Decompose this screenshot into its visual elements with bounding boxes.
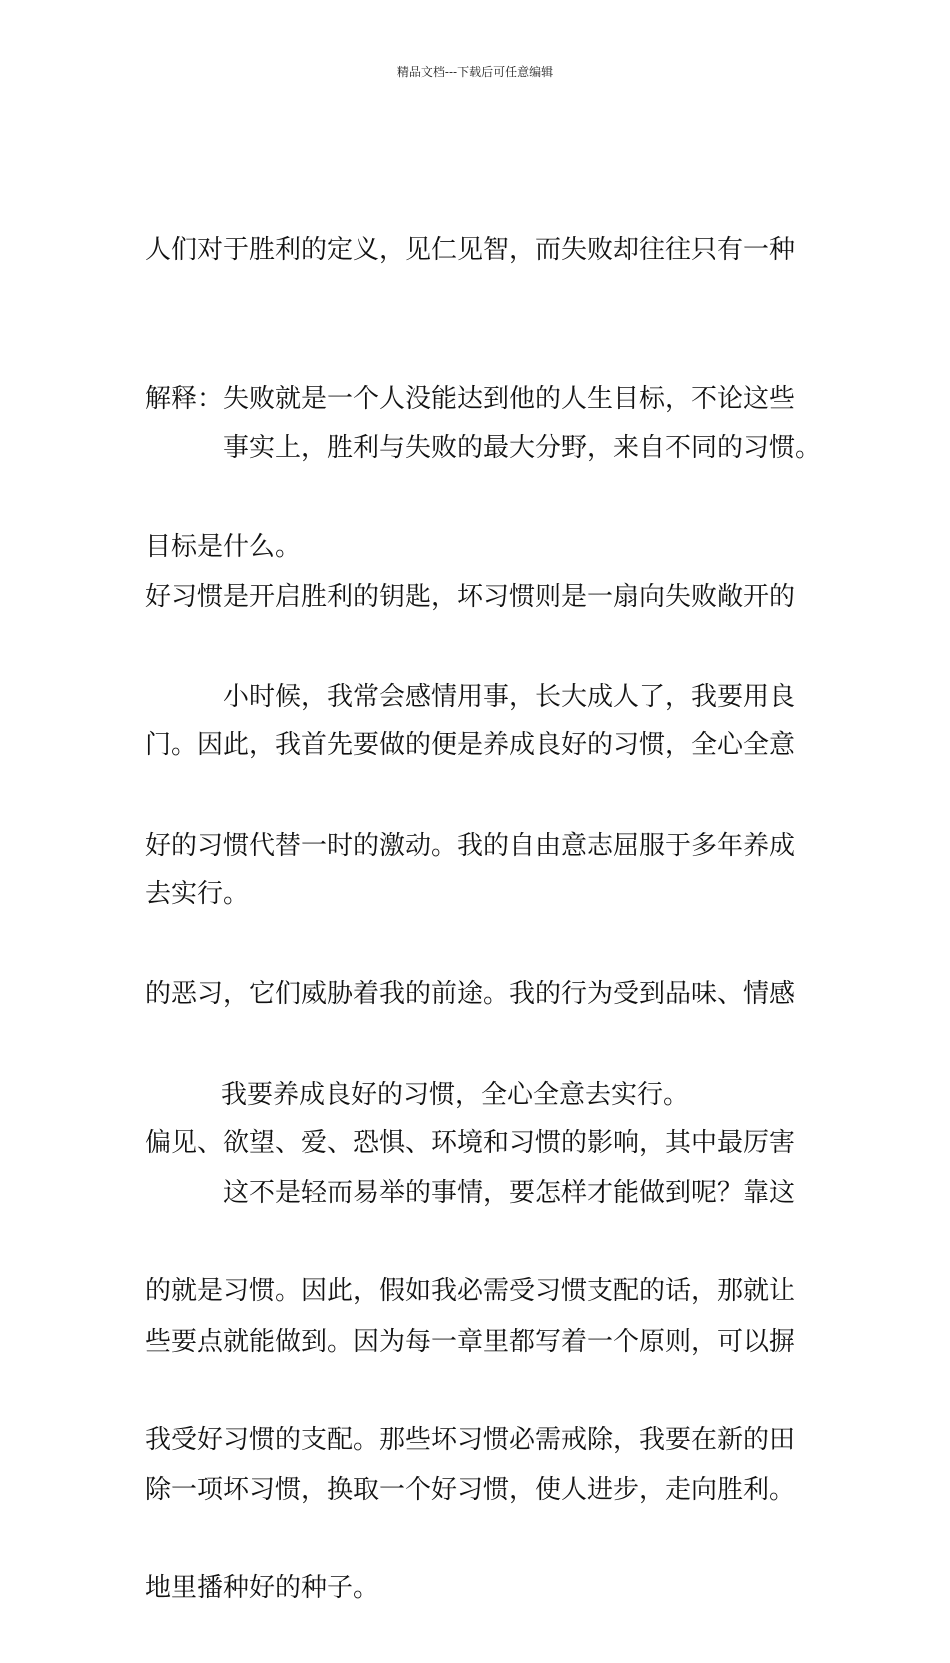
paragraph-line: 目标是什么。 [145, 532, 302, 562]
paragraph-line: 小时候，我常会感情用事，长大成人了，我要用良 [145, 682, 796, 712]
paragraph-line: 偏见、欲望、爱、恐惧、环境和习惯的影响，其中最厉害 [145, 1127, 796, 1158]
page-header: 精品文档---下载后可任意编辑 [396, 65, 554, 79]
paragraph-line: 我受好习惯的支配。那些坏习惯必需戒除，我要在新的田 [145, 1424, 796, 1455]
paragraph-line: 这不是轻而易举的事情，要怎样才能做到呢？靠这 [145, 1178, 796, 1208]
paragraph-5 [145, 1070, 815, 1565]
paragraph-line: 事实上，胜利与失败的最大分野，来自不同的习惯。 [145, 433, 822, 463]
paragraph-line: 地里播种好的种子。 [145, 1573, 380, 1603]
paragraph-line: 好的习惯代替一时的激动。我的自由意志屈服于多年养成 [145, 830, 796, 861]
paragraph-line: 门。因此，我首先要做的便是养成良好的习惯，全心全意 [145, 730, 796, 760]
paragraph-line: 我要养成良好的习惯，全心全意去实行。 [221, 1080, 690, 1110]
paragraph-line: 除一项坏习惯，换取一个好习惯，使人进步，走向胜利。 [145, 1475, 796, 1505]
paragraph-line: 的就是习惯。因此，假如我必需受习惯支配的话，那就让 [145, 1276, 796, 1306]
paragraph-line: 人们对于胜利的定义，见仁见智，而失败却往往只有一种 [145, 235, 796, 265]
paragraph-line: 去实行。 [145, 878, 250, 909]
paragraph-line: 些要点就能做到。因为每一章里都写着一个原则，可以摒 [145, 1326, 796, 1357]
paragraph-line: 的恶习，它们威胁着我的前途。我的行为受到品味、情感 [145, 979, 796, 1009]
paragraph-line: 解释：失败就是一个人没能达到他的人生目标，不论这些 [145, 383, 796, 414]
paragraph-line: 好习惯是开启胜利的钥匙，坏习惯则是一扇向失败敞开的 [145, 581, 796, 612]
